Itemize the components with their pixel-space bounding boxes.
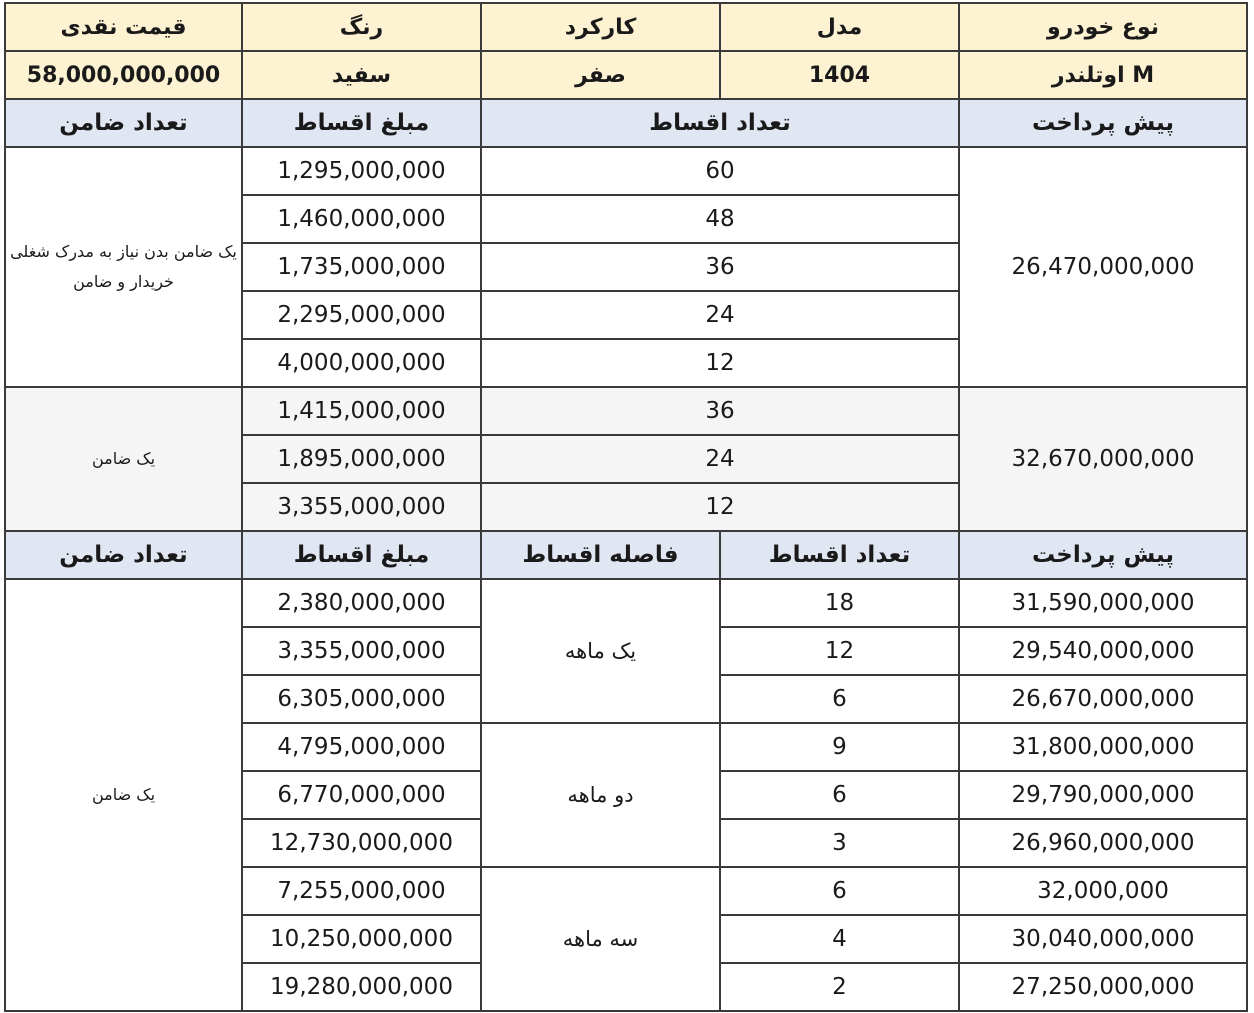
car-type-label: نوع خودرو <box>959 3 1247 51</box>
installment-count: 24 <box>481 291 959 339</box>
down-payment-column-header: پیش پرداخت <box>959 531 1247 579</box>
installment-count: 6 <box>720 867 959 915</box>
down-payment: 29,790,000,000 <box>959 771 1247 819</box>
color-value: سفید <box>242 51 481 99</box>
mileage-label: کارکرد <box>481 3 720 51</box>
down-payment: 32,000,000 <box>959 867 1247 915</box>
installment-count: 48 <box>481 195 959 243</box>
installment-amount: 1,460,000,000 <box>242 195 481 243</box>
down-payment: 26,960,000,000 <box>959 819 1247 867</box>
down-payment: 26,670,000,000 <box>959 675 1247 723</box>
installment-interval: سه ماهه <box>481 867 720 1011</box>
guarantor-note: یک ضامن بدن نیاز به مدرک شغلی خریدار و ضامن <box>5 147 242 387</box>
installment-count: 12 <box>481 339 959 387</box>
installment-amount: 4,795,000,000 <box>242 723 481 771</box>
down-payment: 29,540,000,000 <box>959 627 1247 675</box>
guarantors-column-header: تعداد ضامن <box>5 99 242 147</box>
installment-count: 36 <box>481 243 959 291</box>
installment-amount: 4,000,000,000 <box>242 339 481 387</box>
section1-header-row <box>5 99 1247 147</box>
cash-price-value: 58,000,000,000 <box>5 51 242 99</box>
guarantor-note: یک ضامن <box>5 387 242 531</box>
guarantor-note: یک ضامن <box>5 579 242 1011</box>
model-label: مدل <box>720 3 959 51</box>
installment-amount: 6,305,000,000 <box>242 675 481 723</box>
down-payment-column-header: پیش پرداخت <box>959 99 1247 147</box>
table-row <box>5 579 1247 627</box>
installment-count: 24 <box>481 435 959 483</box>
installment-interval: یک ماهه <box>481 579 720 723</box>
installment-interval: دو ماهه <box>481 723 720 867</box>
mileage-value: صفر <box>481 51 720 99</box>
car-type-value: اوتلندر M <box>959 51 1247 99</box>
down-payment: 26,470,000,000 <box>959 147 1247 387</box>
down-payment: 32,670,000,000 <box>959 387 1247 531</box>
header-label-row <box>5 3 1247 51</box>
installment-amount: 7,255,000,000 <box>242 867 481 915</box>
installment-count: 2 <box>720 963 959 1011</box>
installment-amount: 1,295,000,000 <box>242 147 481 195</box>
model-value: 1404 <box>720 51 959 99</box>
installment-interval-column-header: فاصله اقساط <box>481 531 720 579</box>
down-payment: 27,250,000,000 <box>959 963 1247 1011</box>
header-value-row <box>5 51 1247 99</box>
table-row <box>5 147 1247 195</box>
installment-count: 9 <box>720 723 959 771</box>
installment-amount: 6,770,000,000 <box>242 771 481 819</box>
installment-amount: 19,280,000,000 <box>242 963 481 1011</box>
installment-price-table <box>4 2 1248 1012</box>
table-row <box>5 387 1247 435</box>
installment-count-column-header: تعداد اقساط <box>720 531 959 579</box>
installment-count: 3 <box>720 819 959 867</box>
installment-count: 36 <box>481 387 959 435</box>
installment-count: 60 <box>481 147 959 195</box>
installment-amount: 12,730,000,000 <box>242 819 481 867</box>
down-payment: 31,800,000,000 <box>959 723 1247 771</box>
installment-amount: 3,355,000,000 <box>242 627 481 675</box>
installment-amount: 2,295,000,000 <box>242 291 481 339</box>
installment-amount-column-header: مبلغ اقساط <box>242 531 481 579</box>
color-label: رنگ <box>242 3 481 51</box>
section2-header-row <box>5 531 1247 579</box>
installment-count-column-header: تعداد اقساط <box>481 99 959 147</box>
installment-amount: 1,415,000,000 <box>242 387 481 435</box>
installment-count: 12 <box>481 483 959 531</box>
installment-amount: 2,380,000,000 <box>242 579 481 627</box>
installment-count: 4 <box>720 915 959 963</box>
installment-count: 12 <box>720 627 959 675</box>
down-payment: 31,590,000,000 <box>959 579 1247 627</box>
installment-amount: 10,250,000,000 <box>242 915 481 963</box>
installment-amount: 3,355,000,000 <box>242 483 481 531</box>
cash-price-label: قیمت نقدی <box>5 3 242 51</box>
installment-amount: 1,735,000,000 <box>242 243 481 291</box>
installment-amount: 1,895,000,000 <box>242 435 481 483</box>
installment-count: 6 <box>720 771 959 819</box>
installment-count: 6 <box>720 675 959 723</box>
down-payment: 30,040,000,000 <box>959 915 1247 963</box>
installment-count: 18 <box>720 579 959 627</box>
installment-amount-column-header: مبلغ اقساط <box>242 99 481 147</box>
guarantors-column-header: تعداد ضامن <box>5 531 242 579</box>
